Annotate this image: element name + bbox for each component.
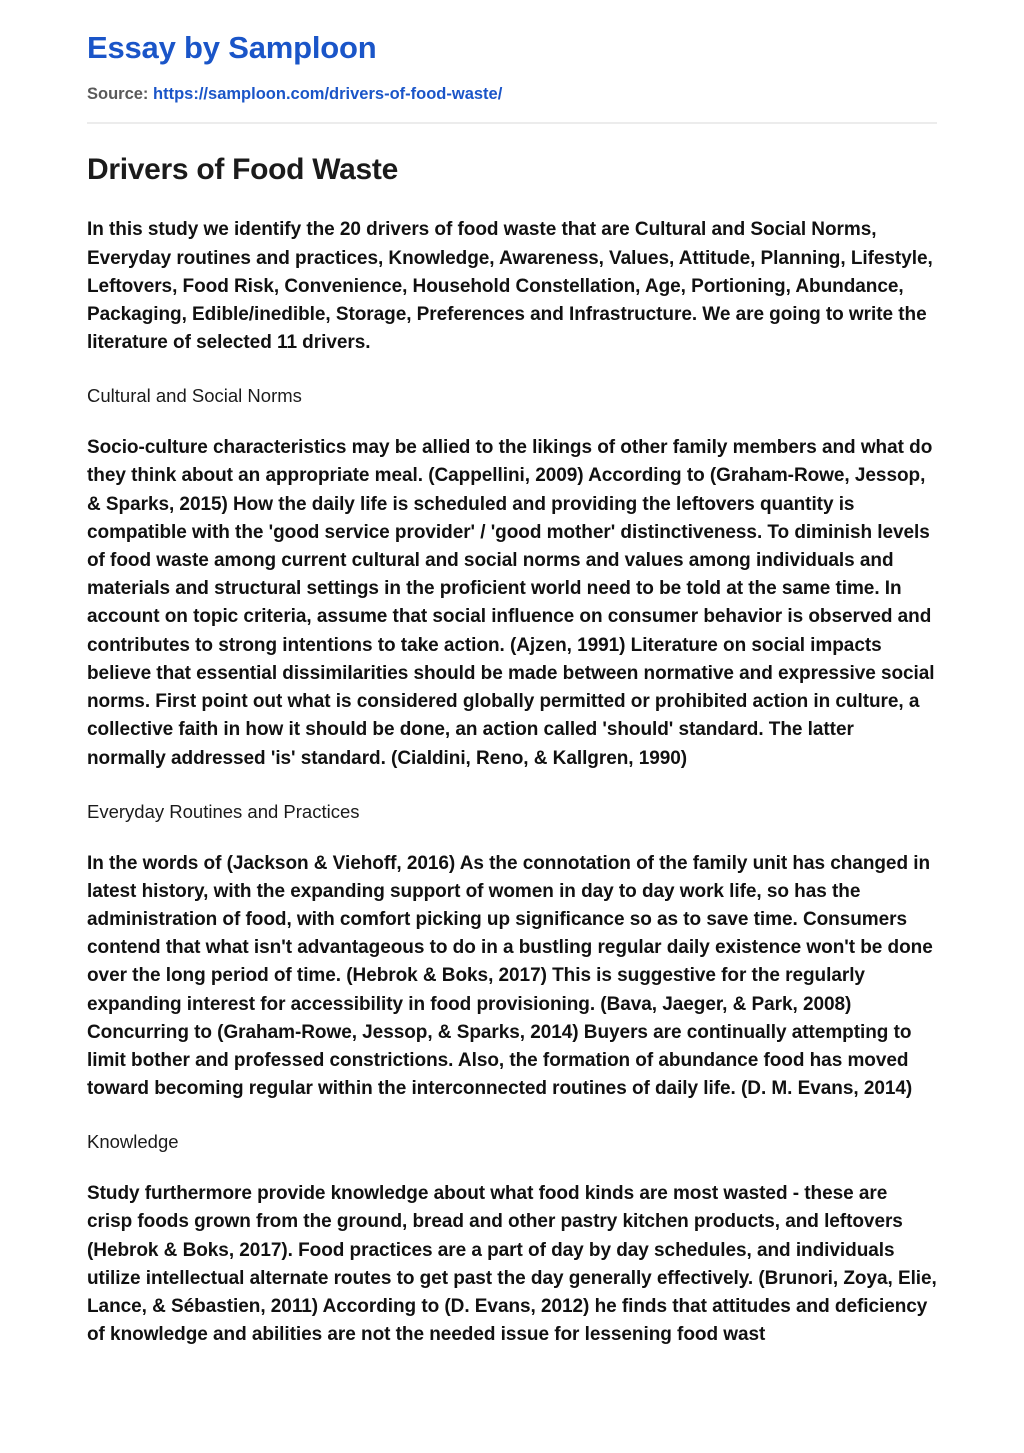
section-heading-knowledge: Knowledge (87, 1131, 179, 1153)
spacer (87, 410, 937, 434)
spacer (87, 188, 937, 216)
intro-paragraph: In this study we identify the 20 drivers of food waste that are Cultural and Social Norms, Everyday routines and practices, Knowledge, Awareness, Values, Attitude, Planning, Lifestyle, Leftovers, Food Risk, Convenience, Household Constellation, Age, Portioning, Abundance, Packaging, Edible/inedible, Storage, Preferences and Infrastructure. We are going to write the literature of selected 11 drivers. (87, 219, 933, 354)
source-label: Source: (87, 84, 149, 103)
section-paragraph-cultural-and-social-norms: Socio-culture characteristics may be allied to the likings of other family members and what do they think about an appropriate meal. (Cappellini, 2009) According to (Graham-Rowe, Jessop, & Sparks, 2015) How the daily life is scheduled and providing the leftovers quantity is compatible with the 'good service provider' / 'good mother' distinctiveness. To diminish levels of food waste among current cultural and social norms and values among individuals and materials and structural settings in the proficient world need to be told at the same time. In account on topic criteria, assume that social influence on consumer behavior is observed and contributes to strong intentions to take action. (Ajzen, 1991) Literature on social impacts believe that essential dissimilarities should be made between normative and expressive social norms. First point out what is considered globally permitted or prohibited action in culture, a collective faith in how it should be done, an action called 'should' standard. The latter normally addressed 'is' standard. (Cialdini, Reno, & Kallgren, 1990) (87, 437, 935, 769)
spacer (87, 773, 937, 799)
article-body (0, 152, 1024, 1349)
section-heading-everyday-routines-and-practices: Everyday Routines and Practices (87, 800, 360, 822)
section-paragraph-everyday-routines-and-practices: In the words of (Jackson & Viehoff, 2016) As the connotation of the family unit has changed in latest history, with the expanding support of women in day to day work life, so has the administration of food, with comfort picking up significance so as to save time. Consumers contend that what isn't advantageous to do in a bustling regular daily existence won't be done over the long period of time. (Hebrok & Boks, 2017) This is suggestive for the regularly expanding interest for accessibility in food provisioning. (Bava, Jaeger, & Park, 2008) Concurring to (Graham-Rowe, Jessop, & Sparks, 2014) Buyers are continually attempting to limit bother and professed constrictions. Also, the formation of abundance food has moved toward becoming regular within the interconnected routines of daily life. (D. M. Evans, 2014) (87, 852, 933, 1100)
source-line (87, 85, 937, 105)
section-paragraph-knowledge: Study furthermore provide knowledge about what food kinds are most wasted - these are crisp foods grown from the ground, bread and other pastry kitchen products, and leftovers (Hebrok & Boks, 2017). Food practices are a part of day by day schedules, and individuals utilize intellectual alternate routes to get past the day generally effectively. (Brunori, Zoya, Elie, Lance, & Sébastien, 2011) According to (D. Evans, 2012) he finds that attitudes and deficiency of knowledge and abilities are not the needed issue for lessening food wast (87, 1183, 937, 1346)
spacer (87, 1103, 937, 1129)
spacer (87, 826, 937, 850)
site-brand-title: Essay by Samploon (87, 30, 377, 65)
section-heading-cultural-and-social-norms: Cultural and Social Norms (87, 385, 302, 407)
source-url-link[interactable]: https://samploon.com/drivers-of-food-waste/ (153, 84, 503, 103)
spacer (87, 1156, 937, 1180)
site-header (0, 0, 1024, 104)
header-divider (87, 122, 937, 124)
spacer (87, 357, 937, 383)
page-title: Drivers of Food Waste (87, 153, 398, 187)
